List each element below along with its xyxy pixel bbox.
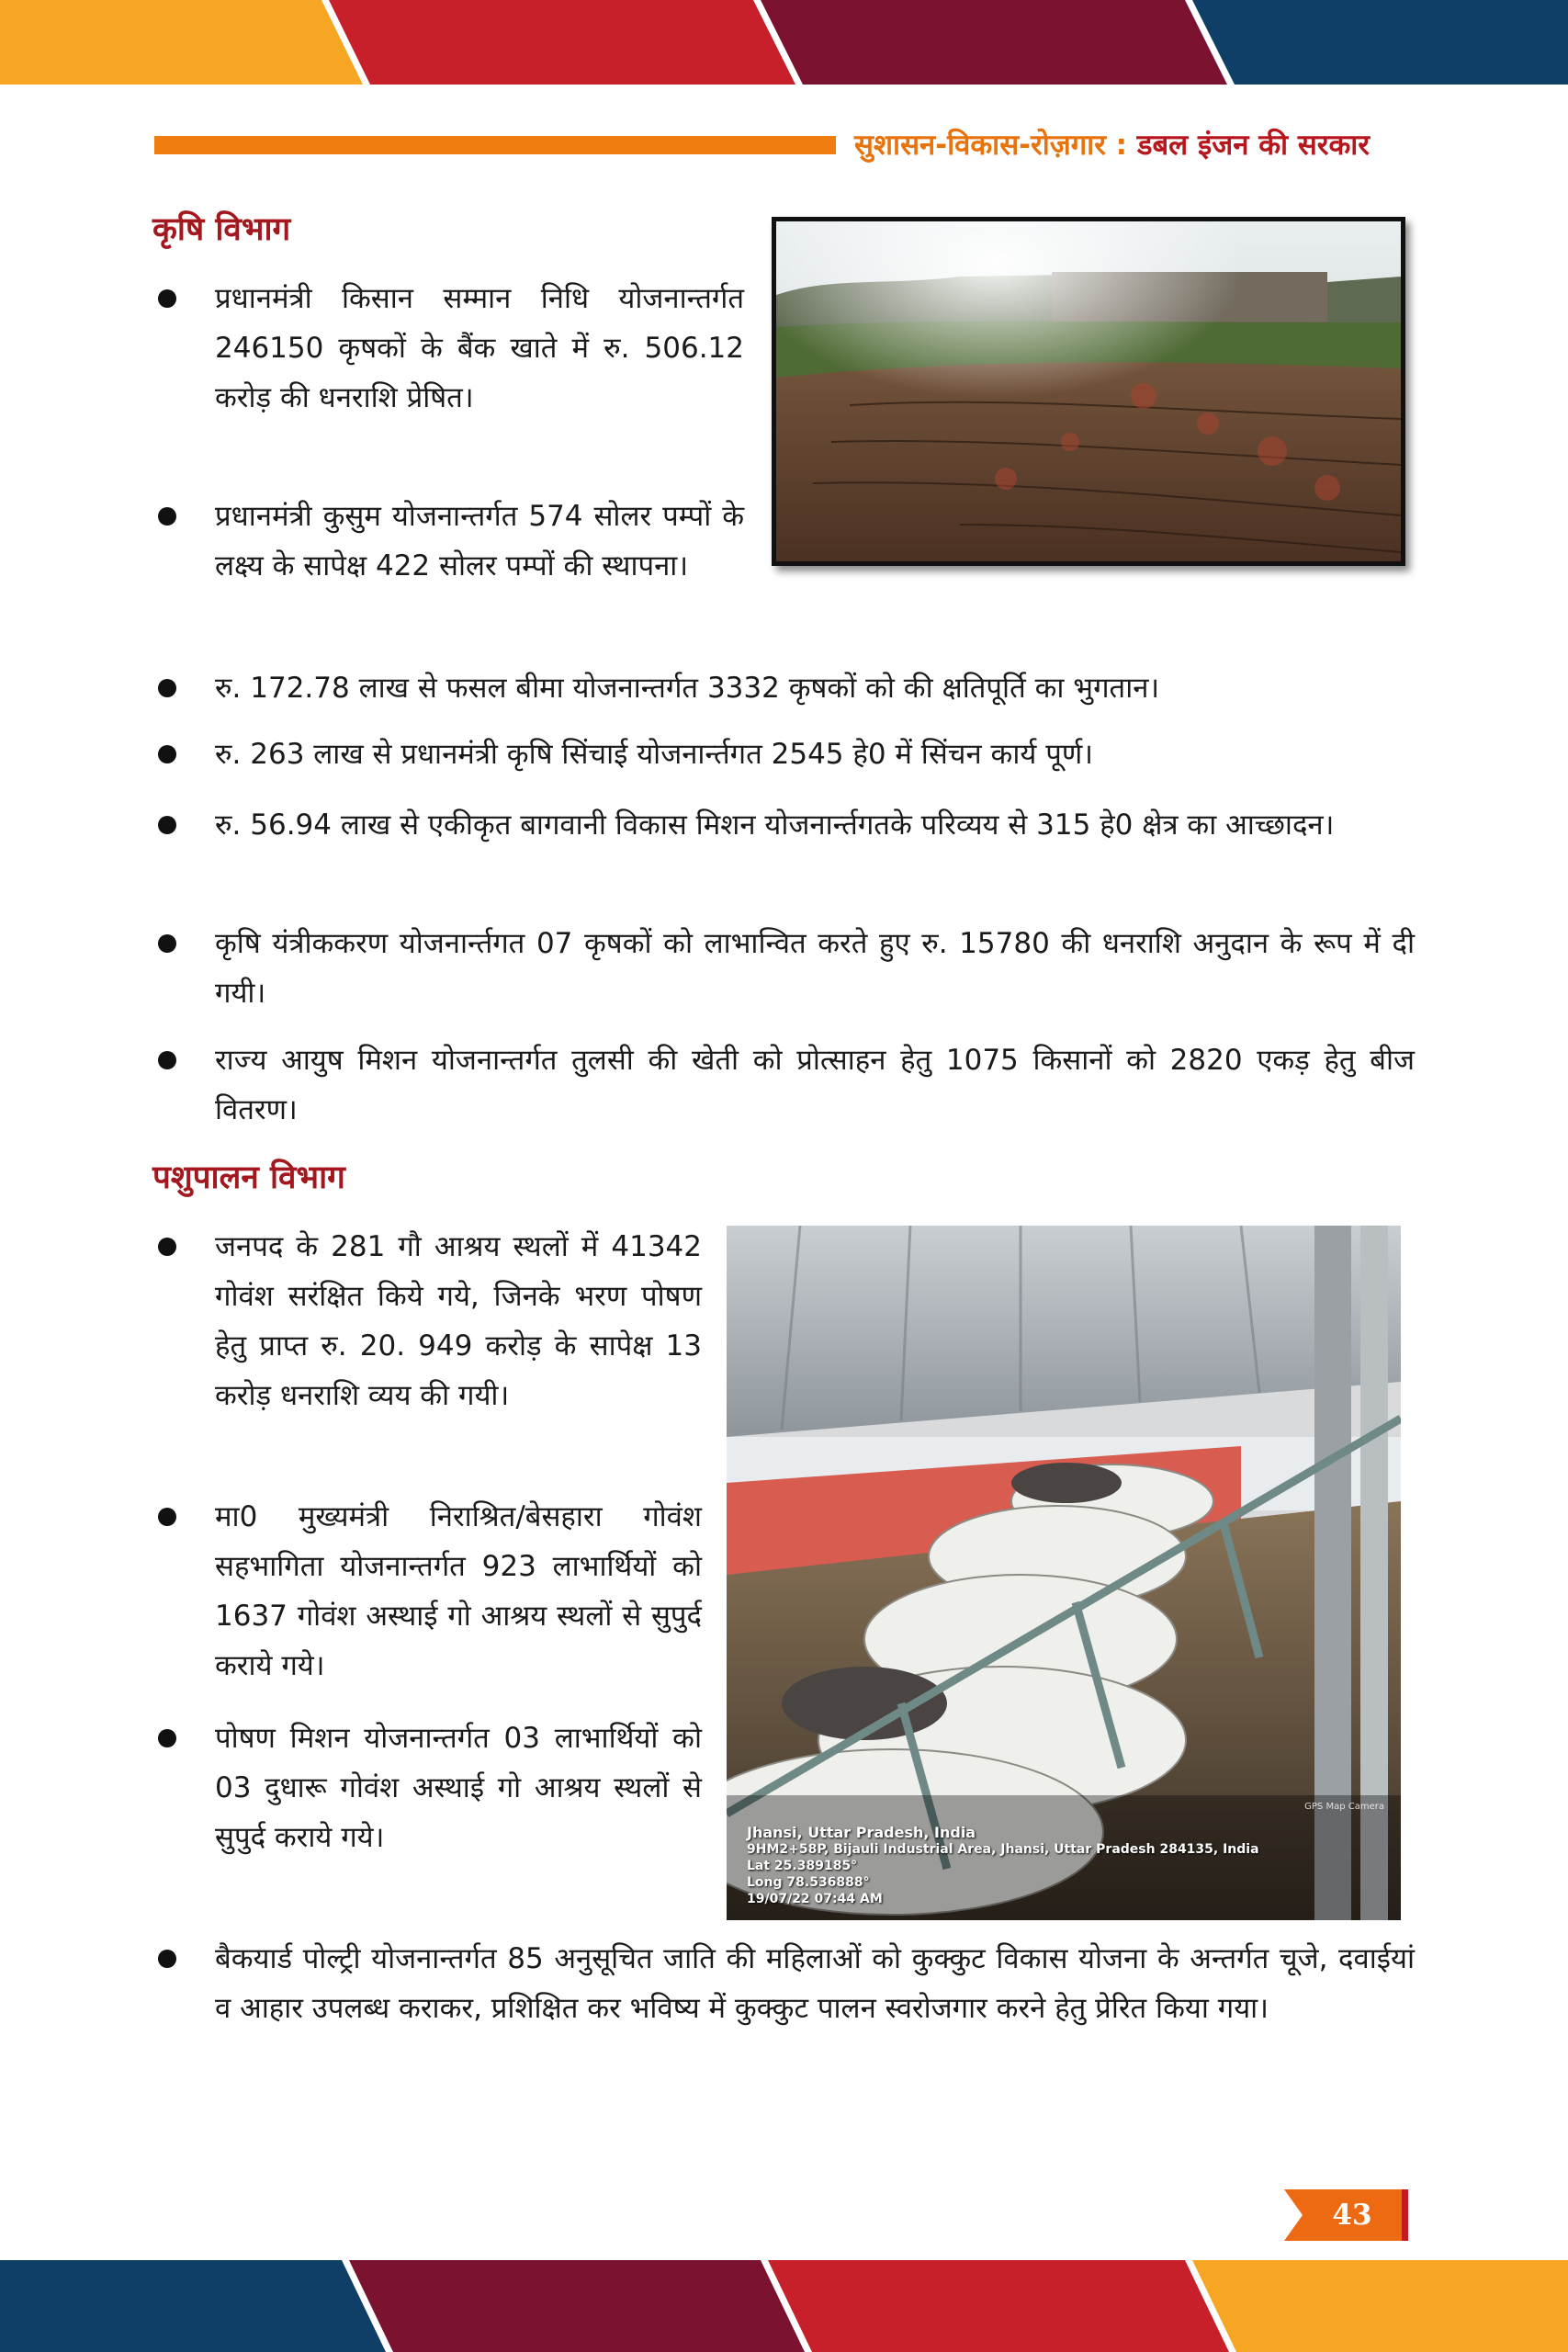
list-item — [154, 1035, 1415, 1135]
list-item — [154, 1713, 702, 1862]
tagline-part2: डबल इंजन की सरकार — [1136, 129, 1370, 162]
list-item-text: रु. 172.78 लाख से फसल बीमा योजनान्तर्गत 3332 कृषकों को की क्षतिपूर्ति का भुगतान। — [215, 672, 1160, 705]
geotag-watermark: GPS Map Camera — [1304, 1802, 1384, 1812]
page-number: 43 — [1332, 2199, 1372, 2232]
header-rule — [154, 136, 836, 154]
list-item-text: प्रधानमंत्री किसान सम्मान निधि योजनान्तर्गत 246150 कृषकों के बैंक खाते में रु. 506.12 करोड़ की धनराशि प्रेषित। — [215, 282, 744, 414]
list-item — [154, 663, 1415, 713]
list-item-text: रु. 263 लाख से प्रधानमंत्री कृषि सिंचाई योजनार्न्तगत 2545 हे0 में सिंचन कार्य पूर्ण। — [215, 738, 1093, 771]
bullet-dot — [158, 816, 176, 834]
list-item-text: जनपद के 281 गौ आश्रय स्थलों में 41342 गोवंश सरंक्षित किये गये, जिनके भरण पोषण हेतु प्राप्त रु. 20. 949 करोड़ के सापेक्ष 13 करोड़ धनराशि व्यय की गयी। — [215, 1230, 702, 1412]
bullet-dot — [158, 289, 176, 308]
geotag-timestamp: 19/07/22 07:44 AM — [747, 1892, 883, 1906]
geotag-latitude: Lat 25.389185° — [747, 1859, 858, 1873]
list-item-text: मा0 मुख्यमंत्री निराश्रित/बेसहारा गोवंश सहभागिता योजनान्तर्गत 923 लाभार्थियों को 1637 गोवंश अस्थाई गो आश्रय स्थलों से सुपुर्द कराये गये। — [215, 1500, 702, 1682]
list-item-text: राज्य आयुष मिशन योजनान्तर्गत तुलसी की खेती को प्रोत्साहन हेतु 1075 किसानों को 2820 एकड़ हेतु बीज वितरण। — [215, 1044, 1415, 1126]
list-item — [154, 1934, 1415, 2033]
list-item — [154, 1492, 702, 1690]
bullet-dot — [158, 934, 176, 953]
list-item-text: बैकयार्ड पोल्ट्री योजनान्तर्गत 85 अनुसूचित जाति की महिलाओं को कुक्कुट विकास योजना के अन्तर्गत चूजे, दवाईयां व आहार उपलब्ध कराकर, प्रशिक्षित कर भविष्य में कुक्कुट पालन स्वरोजगार करने हेतु प्रेरित किया गया। — [215, 1942, 1415, 2025]
list-item — [154, 729, 1415, 779]
list-item — [154, 1222, 702, 1420]
list-item — [154, 492, 744, 591]
tagline-part1: सुशासन-विकास-रोज़गार : — [854, 129, 1137, 162]
list-item-text: रु. 56.94 लाख से एकीकृत बागवानी विकास मिशन योजनार्न्तगतके परिव्यय से 315 हे0 क्षेत्र का आच्छादन। — [215, 808, 1335, 842]
list-item-text: कृषि यंत्रीककरण योजनार्न्तगत 07 कृषकों को लाभान्वित करते हुए रु. 15780 की धनराशि अनुदान के रूप में दी गयी। — [215, 927, 1415, 1010]
list-item — [154, 800, 1415, 850]
list-item-text: प्रधानमंत्री कुसुम योजनान्तर्गत 574 सोलर पम्पों के लक्ष्य के सापेक्ष 422 सोलर पम्पों की स्थापना। — [215, 500, 744, 582]
bullet-dot — [158, 1729, 176, 1747]
section-title-animal-husbandry: पशुपालन विभाग — [152, 1159, 345, 1196]
bullet-dot — [158, 507, 176, 526]
bullet-dot — [158, 745, 176, 763]
bottom-decorative-band — [0, 2260, 1568, 2352]
cow-shelter-photo — [727, 1226, 1401, 1920]
bullet-dot — [158, 1238, 176, 1256]
bullet-dot — [158, 1508, 176, 1526]
bullet-dot — [158, 679, 176, 697]
list-item — [154, 919, 1415, 1018]
bullet-dot — [158, 1950, 176, 1968]
list-item-text: पोषण मिशन योजनान्तर्गत 03 लाभार्थियों को 03 दुधारू गोवंश अस्थाई गो आश्रय स्थलों से सुपुर्द कराये गये। — [215, 1722, 702, 1854]
geotag-address: 9HM2+58P, Bijauli Industrial Area, Jhansi, Uttar Pradesh 284135, India — [747, 1842, 1259, 1857]
farm-field-photo — [772, 217, 1405, 566]
photo-geotag-caption — [747, 1825, 1259, 1907]
section-title-agriculture: कृषि विभाग — [152, 211, 291, 248]
bullet-dot — [158, 1051, 176, 1069]
header-tagline — [854, 123, 1415, 167]
geotag-location: Jhansi, Uttar Pradesh, India — [747, 1824, 976, 1841]
list-item — [154, 274, 744, 423]
geotag-longitude: Long 78.536888° — [747, 1875, 870, 1890]
page-number-tab — [1284, 2189, 1408, 2241]
top-decorative-band — [0, 0, 1568, 85]
